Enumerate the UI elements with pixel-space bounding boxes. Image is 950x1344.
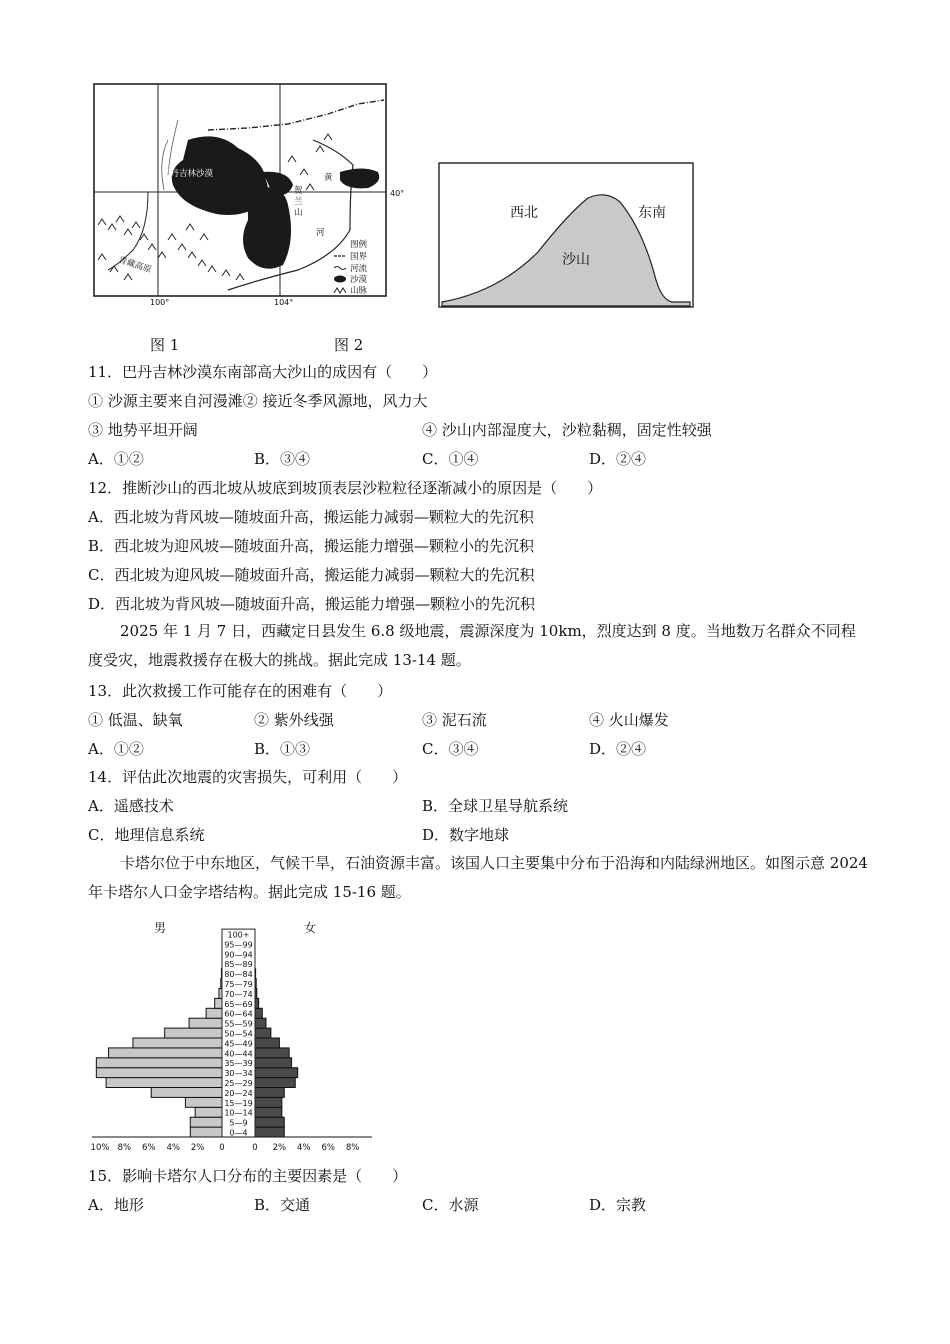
lat-label: 40° xyxy=(390,189,405,198)
male-bar-10—14 xyxy=(195,1107,222,1117)
female-bar-25—29 xyxy=(255,1078,295,1088)
lon-right-label: 104° xyxy=(274,298,294,307)
age-label-70—74: 70—74 xyxy=(224,989,253,999)
age-label-40—44: 40—44 xyxy=(224,1049,253,1059)
age-label-30—34: 30—34 xyxy=(224,1069,253,1079)
x-tick-label: 2% xyxy=(190,1143,205,1153)
q11-statement-3: ③ 地势平坦开阔 xyxy=(88,421,198,439)
x-tick-label: 4% xyxy=(166,1143,180,1153)
age-label-0—4: 0—4 xyxy=(229,1128,248,1138)
q13-option-d[interactable]: D．②④ xyxy=(589,740,647,758)
q11-option-b[interactable]: B．③④ xyxy=(254,450,311,468)
female-bar-65—69 xyxy=(255,998,259,1008)
legend-title: 图例 xyxy=(350,240,368,250)
male-bar-20—24 xyxy=(151,1088,222,1098)
q11-statement-4: ④ 沙山内部湿度大，沙粒黏稠，固定性较强 xyxy=(422,421,712,439)
dune-label: 沙山 xyxy=(562,252,590,268)
age-label-80—84: 80—84 xyxy=(224,970,253,980)
q13-option-b[interactable]: B．①③ xyxy=(254,740,311,758)
legend-border: 国界 xyxy=(350,252,368,262)
male-bar-65—69 xyxy=(215,998,222,1008)
age-label-100+: 100+ xyxy=(227,930,250,940)
age-label-95—99: 95—99 xyxy=(224,940,253,950)
male-label: 男 xyxy=(154,921,167,935)
male-bar-45—49 xyxy=(133,1038,222,1048)
figure1-caption: 图 1 xyxy=(150,336,180,354)
female-bar-55—59 xyxy=(255,1018,266,1028)
q11-option-d[interactable]: D．②④ xyxy=(589,450,647,468)
female-bar-30—34 xyxy=(255,1068,298,1078)
age-label-90—94: 90—94 xyxy=(224,950,253,960)
female-bar-20—24 xyxy=(255,1088,284,1098)
qatar-passage: 卡塔尔位于中东地区，气候干旱，石油资源丰富。该国人口主要集中分布于沿海和内陆绿洲地区。如图示意 2024 年卡塔尔人口金字塔结构。据此完成 15-16 题。 xyxy=(88,854,868,901)
female-bar-50—54 xyxy=(255,1028,271,1038)
x-tick-label: 10% xyxy=(90,1143,110,1153)
q13-statement-3: ③ 泥石流 xyxy=(422,711,487,729)
huang-label: 黄 xyxy=(324,173,333,183)
q14-option-a[interactable]: A．遥感技术 xyxy=(88,797,174,815)
q12-option-d[interactable]: D．西北坡为背风坡—随坡面升高，搬运能力增强—颗粒小的先沉积 xyxy=(88,595,536,613)
earthquake-passage: 2025 年 1 月 7 日，西藏定日县发生 6.8 级地震，震源深度为 10km，烈度达到 8 度。当地数万名群众不同程度受灾，地震救援存在极大的挑战。据此完成 13-14 题。 xyxy=(88,622,856,669)
nw-label: 西北 xyxy=(510,205,538,221)
x-tick-label: 8% xyxy=(117,1143,132,1153)
age-label-50—54: 50—54 xyxy=(224,1029,253,1039)
q15-option-c[interactable]: C．水源 xyxy=(422,1196,479,1214)
q14-stem: 14．评估此次地震的灾害损失，可利用（ ） xyxy=(88,768,408,786)
q12-option-c[interactable]: C．西北坡为迎风坡—随坡面升高，搬运能力减弱—颗粒大的先沉积 xyxy=(88,566,535,584)
q14-option-c[interactable]: C．地理信息系统 xyxy=(88,826,205,844)
x-tick-label: 6% xyxy=(142,1143,156,1153)
q11-statement-1-2: ① 沙源主要来自河漫滩② 接近冬季风源地，风力大 xyxy=(88,392,428,410)
female-label: 女 xyxy=(304,921,317,935)
legend-desert: 沙漠 xyxy=(350,275,368,285)
plateau-label: 青藏高原 xyxy=(117,255,153,276)
x-tick-label: 4% xyxy=(297,1143,311,1153)
q13-stem: 13．此次救援工作可能存在的困难有（ ） xyxy=(88,682,393,700)
q12-stem: 12．推断沙山的西北坡从坡底到坡顶表层沙粒粒径逐渐减小的原因是（ ） xyxy=(88,479,603,497)
x-tick-label: 0 xyxy=(252,1143,258,1153)
male-bar-35—39 xyxy=(96,1058,222,1068)
male-bar-5—9 xyxy=(190,1117,222,1127)
helan-label-1: 贺 xyxy=(294,186,303,196)
q11-option-a[interactable]: A．①② xyxy=(88,450,144,468)
map-figure xyxy=(88,80,405,307)
female-bar-35—39 xyxy=(255,1058,292,1068)
q13-statement-4: ④ 火山爆发 xyxy=(589,711,669,729)
q14-option-b[interactable]: B．全球卫星导航系统 xyxy=(422,797,569,815)
age-label-85—89: 85—89 xyxy=(224,960,253,970)
q11-option-c[interactable]: C．①④ xyxy=(422,450,479,468)
desert-label: 巴丹吉林沙漠 xyxy=(162,169,214,179)
age-label-75—79: 75—79 xyxy=(224,980,253,989)
age-label-15—19: 15—19 xyxy=(224,1098,253,1108)
female-bar-0—4 xyxy=(255,1127,284,1137)
dune-figure xyxy=(438,162,694,308)
helan-label-3: 山 xyxy=(294,208,303,218)
age-label-65—69: 65—69 xyxy=(224,999,253,1009)
age-label-10—14: 10—14 xyxy=(224,1108,253,1118)
age-label-20—24: 20—24 xyxy=(224,1088,253,1098)
q13-option-a[interactable]: A．①② xyxy=(88,740,144,758)
se-label: 东南 xyxy=(638,205,666,221)
male-bar-15—19 xyxy=(185,1097,222,1107)
q11-stem: 11．巴丹吉林沙漠东南部高大沙山的成因有（ ） xyxy=(88,363,438,381)
female-bar-60—64 xyxy=(255,1008,262,1018)
female-bar-10—14 xyxy=(255,1107,282,1117)
age-label-55—59: 55—59 xyxy=(224,1019,253,1029)
q15-option-d[interactable]: D．宗教 xyxy=(589,1196,647,1214)
q13-statement-1: ① 低温、缺氧 xyxy=(88,711,183,729)
x-tick-label: 8% xyxy=(345,1143,360,1153)
male-bar-25—29 xyxy=(106,1078,222,1088)
age-label-45—49: 45—49 xyxy=(224,1039,253,1049)
q15-stem: 15．影响卡塔尔人口分布的主要因素是（ ） xyxy=(88,1167,408,1185)
male-bar-40—44 xyxy=(109,1048,222,1058)
female-bar-5—9 xyxy=(255,1117,284,1127)
x-tick-label: 6% xyxy=(321,1143,335,1153)
male-bar-50—54 xyxy=(165,1028,222,1038)
female-bar-45—49 xyxy=(255,1038,279,1048)
he-label: 河 xyxy=(316,228,325,238)
q14-option-d[interactable]: D．数字地球 xyxy=(422,826,510,844)
age-label-35—39: 35—39 xyxy=(224,1059,253,1069)
lon-left-label: 100° xyxy=(150,298,170,307)
age-label-60—64: 60—64 xyxy=(224,1009,253,1019)
male-bar-55—59 xyxy=(189,1018,222,1028)
x-tick-label: 0 xyxy=(219,1143,225,1153)
q12-option-a[interactable]: A．西北坡为背风坡—随坡面升高，搬运能力减弱—颗粒大的先沉积 xyxy=(88,508,534,526)
female-bar-40—44 xyxy=(255,1048,289,1058)
age-label-25—29: 25—29 xyxy=(224,1079,253,1088)
helan-label-2: 兰 xyxy=(294,197,303,207)
male-bar-60—64 xyxy=(206,1008,222,1018)
q15-option-a[interactable]: A．地形 xyxy=(88,1196,144,1214)
q13-statement-2: ② 紫外线强 xyxy=(254,711,334,729)
male-bar-30—34 xyxy=(96,1068,222,1078)
q13-option-c[interactable]: C．③④ xyxy=(422,740,479,758)
q12-option-b[interactable]: B．西北坡为迎风坡—随坡面升高，搬运能力增强—颗粒小的先沉积 xyxy=(88,537,535,555)
q15-option-b[interactable]: B．交通 xyxy=(254,1196,311,1214)
figure2-caption: 图 2 xyxy=(334,336,364,354)
female-bar-15—19 xyxy=(255,1097,282,1107)
legend-river: 河流 xyxy=(350,264,368,274)
x-tick-label: 2% xyxy=(272,1143,287,1153)
population-pyramid-chart xyxy=(86,912,376,1160)
male-bar-0—4 xyxy=(190,1127,222,1137)
age-label-5—9: 5—9 xyxy=(229,1118,248,1128)
legend-mountain: 山脉 xyxy=(350,286,368,296)
